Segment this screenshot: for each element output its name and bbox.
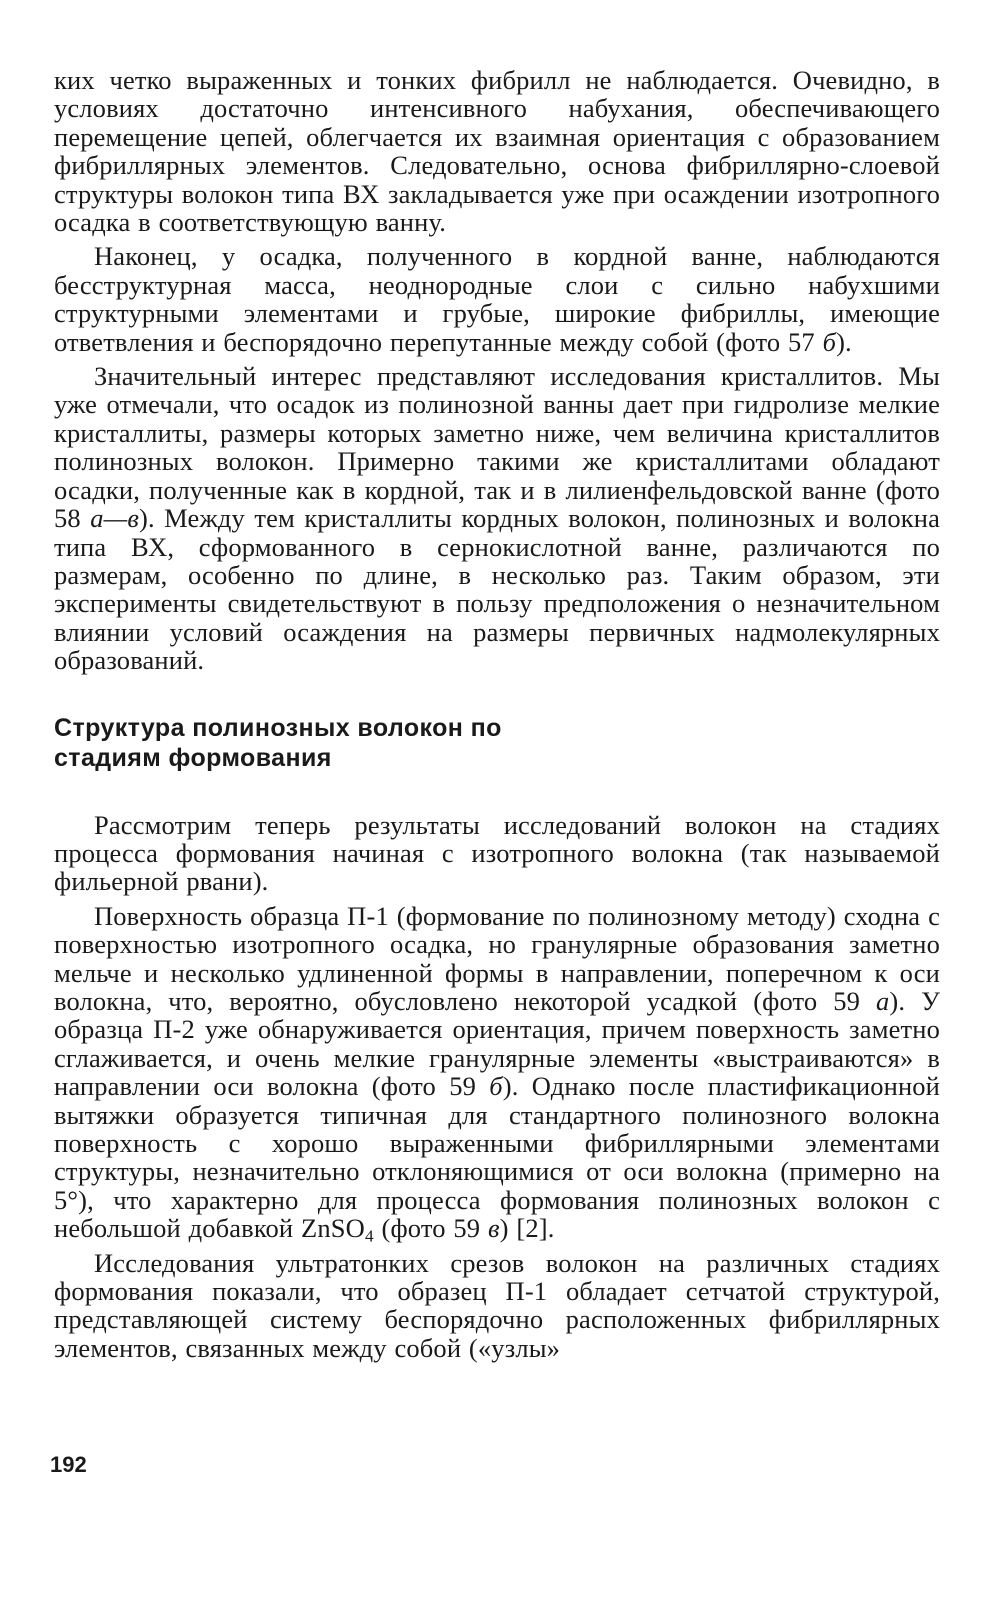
paragraph-2: Наконец, у осадка, полученного в кордной ванне, наблюдаются бесструктурная масса, неоднородные слои с сильно набухшими структурными элементами и грубые, широкие фибриллы, имеющие ответвления и беспорядочно перепутанные между собой (фото 57 б). — [54, 241, 940, 357]
paragraph-4: Рассмотрим теперь результаты исследований волокон на стадиях процесса формования начиная с изотропного волокна (так называемой фильерной рвани). — [54, 809, 940, 897]
paragraph-5: Поверхность образца П-1 (формование по полинозному методу) сходна с поверхностью изотропного осадка, но гранулярные образования заметно мельче и несколько удлиненной формы в направлении, поперечном к оси волокна, что, вероятно, обусловлено некоторой усадкой (фото 59 а). У образца П-2 уже обнаруживается ориентация, причем поверхность заметно сглаживается, и очень мелкие гранулярные элементы «выстраиваются» в направлении оси волокна (фото 59 б). Однако после пластификационной вытяжки образуется типичная для стандартного полинозного волокна поверхность с хорошо выраженными фибриллярными элементами структуры, незначительно отклоняющимися от оси волокна (примерно на 5°), что характерно для процесса формования полинозных волокон с небольшой добавкой ZnSO$_4$ (фото 59 в) [2]. — [54, 900, 941, 1246]
paragraph-6: Исследования ультратонких срезов волокон на различных стадиях формования показали, что образец П-1 обладает сетчатой структурой, представляющей систему беспорядочно расположенных фибриллярных элементов, связанных между собой («узлы» — [54, 1247, 940, 1363]
text-block-bottom — [54, 811, 940, 1363]
text-block-top — [54, 66, 940, 675]
section-heading: Структура полинозных волокон по стадиям формования — [54, 713, 502, 772]
paragraph-3: Значительный интерес представляют исследования кристаллитов. Мы уже отмечали, что осадок из полинозной ванны дает при гидролизе мелкие кристаллиты, размеры которых заметно ниже, чем величина кристаллитов полинозных волокон. Примерно такими же кристаллитами обладают осадки, полученные как в кордной, так и в лилиенфельдовской ванне (фото 58 а—в). Между тем кристаллиты кордных волокон, полинозных и волокна типа ВХ, сформованного в сернокислотной ванне, различаются по размерам, особенно по длине, в несколько раз. Таким образом, эти эксперименты свидетельствуют в пользу предположения о незначительном влиянии условий осаждения на размеры первичных надмолекулярных образований. — [54, 361, 940, 676]
paragraph-1: ких четко выраженных и тонких фибрилл не наблюдается. Очевидно, в условиях достаточно интенсивного набухания, обеспечивающего перемещение цепей, облегчается их взаимная ориентация с образованием фибриллярных элементов. Следовательно, основа фибриллярно-слоевой структуры волокон типа ВХ закладывается уже при осаждении изотропного осадка в соответствующую ванну. — [54, 65, 940, 238]
page-body — [54, 66, 940, 1362]
page-number: 192 — [50, 1452, 87, 1477]
